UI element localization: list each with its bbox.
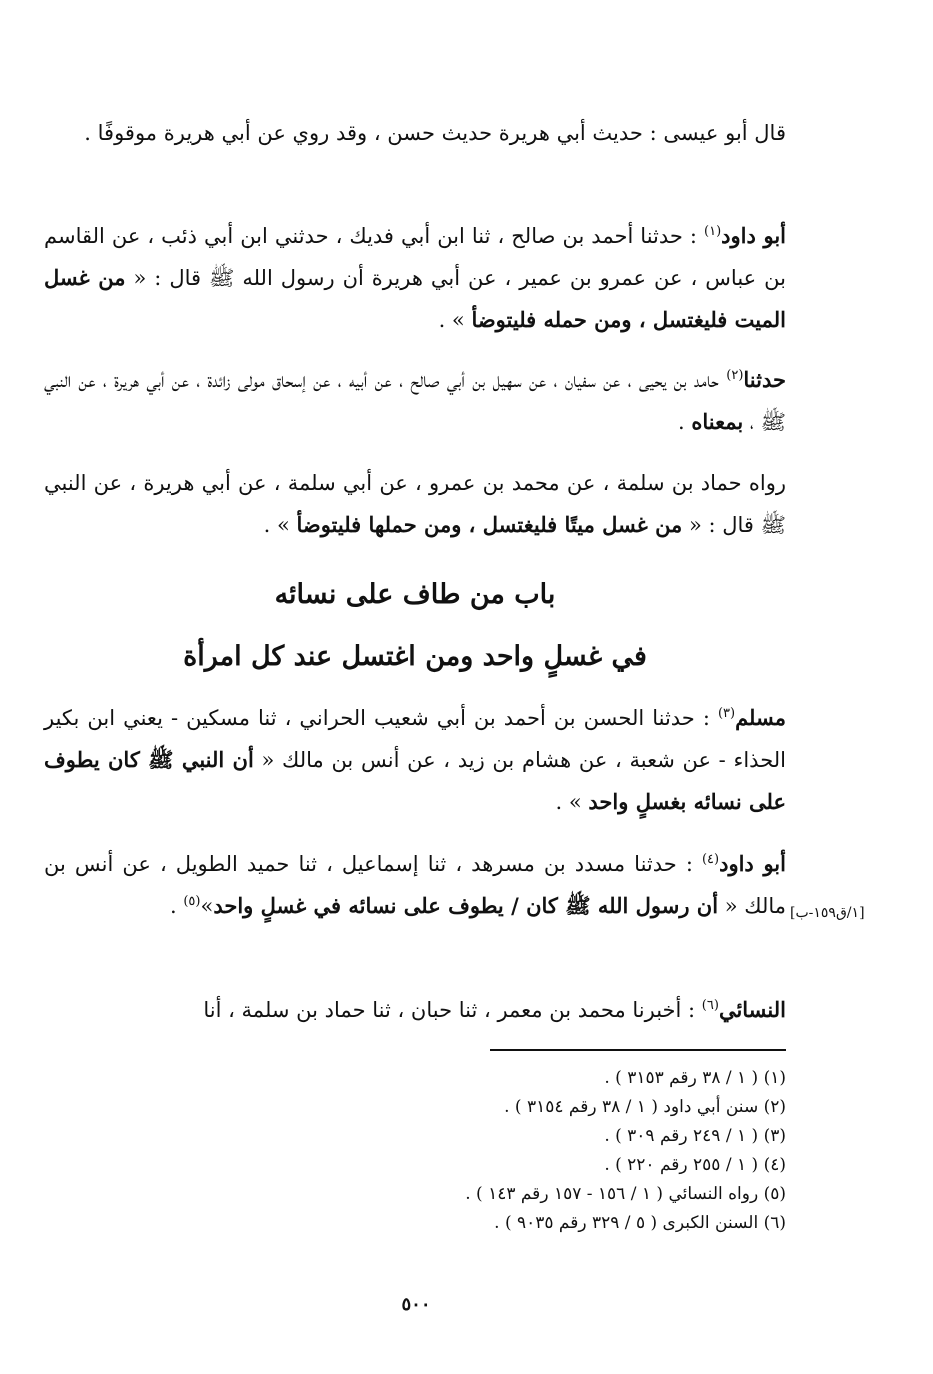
- hadith-text: من غسل ميتًا فليغتسل ، ومن حملها فليتوضأ: [296, 512, 683, 537]
- footnote: (١) ( ١ / ٣٨ رقم ٣١٥٣ ) .: [604, 1068, 786, 1088]
- isnad-text: حامد بن يحيى ، عن سفيان ، عن سهيل بن أبي صالح ، عن أبيه ، عن إسحاق مولى زائدة ، عن أبي هريرة ، عن النبي ﷺ ،: [44, 368, 786, 434]
- chapter-heading: باب من طاف على نسائه: [274, 579, 556, 610]
- paragraph-haddathana: [44, 359, 786, 443]
- closing-text: .: [678, 410, 692, 434]
- isnad-text: : أخبرنا محمد بن معمر ، ثنا حبان ، ثنا حماد بن سلمة ، أنا: [203, 998, 702, 1022]
- footnote-ref: (٣): [717, 706, 736, 721]
- paragraph-abu-dawud-2: [44, 843, 786, 927]
- paragraph-nasai: [44, 989, 786, 1031]
- footnote: (٥) رواه النسائي ( ١ / ١٥٦ - ١٥٧ رقم ١٤٣ ) .: [465, 1184, 786, 1204]
- paragraph-text: قال أبو عيسى : حديث أبي هريرة حديث حسن ، وقد روي عن أبي هريرة موقوفًا .: [84, 121, 786, 145]
- paragraph-hammad: [44, 463, 786, 546]
- paragraph-abu-isa: [44, 113, 786, 154]
- footnote-ref: (٦): [701, 998, 719, 1013]
- footnotes: [300, 1064, 786, 1238]
- footnote: (٢) سنن أبي داود ( ١ / ٣٨ رقم ٣١٥٤ ) .: [504, 1097, 786, 1117]
- hadith-text: أن رسول الله ﷺ كان / يطوف على نسائه في غسلٍ واحد: [213, 893, 719, 918]
- source-name: مسلم: [735, 705, 786, 730]
- closing-text: »: [200, 894, 214, 918]
- footnote: (٣) ( ١ / ٢٤٩ رقم ٣٠٩ ) .: [604, 1126, 786, 1146]
- paragraph-abu-dawud-1: [44, 215, 786, 341]
- footnote-ref: (٤): [701, 852, 720, 867]
- end-text: .: [169, 894, 184, 918]
- hadith-text: من غسل الميت فليغتسل ، ومن حمله فليتوضأ: [44, 265, 786, 332]
- isnad-text: : حدثنا الحسن بن أحمد بن أبي شعيب الحراني ، ثنا مسكين - يعني ابن بكير الحذاء - عن شعبة ، عن هشام بن زيد ، عن أنس بن مالك «: [44, 706, 786, 772]
- isnad-text: رواه حماد بن سلمة ، عن محمد بن عمرو ، عن أبي سلمة ، عن أبي هريرة ، عن النبي ﷺ قال : «: [44, 471, 786, 537]
- closing-text: » .: [438, 308, 472, 332]
- footnote-divider: [490, 1049, 786, 1051]
- paragraph-muslim: [44, 697, 786, 823]
- footnote-ref: (١): [704, 224, 722, 239]
- closing-text: » .: [263, 513, 297, 537]
- manuscript-folio-note: [١/ق١٥٩-ب]: [790, 905, 865, 921]
- hadith-text: أن النبي ﷺ كان يطوف على نسائه بغسلٍ واحد: [44, 747, 786, 814]
- footnote: (٦) السنن الكبرى ( ٥ / ٣٢٩ رقم ٩٠٣٥ ) .: [494, 1213, 786, 1233]
- footnote-ref: (٥): [183, 894, 201, 909]
- closing-text: » .: [555, 790, 589, 814]
- page-number: ٥٠٠: [401, 1294, 431, 1315]
- isnad-text: : حدثنا مسدد بن مسرهد ، ثنا إسماعيل ، ثنا حميد الطويل ، عن أنس بن مالك «: [44, 852, 786, 918]
- source-name: أبو داود: [721, 223, 786, 248]
- chapter-subheading: في غسلٍ واحد ومن اغتسل عند كل امرأة: [183, 641, 647, 672]
- source-name: حدثنا: [743, 367, 786, 392]
- source-name: النسائي: [718, 997, 786, 1022]
- source-name: أبو داود: [719, 851, 786, 876]
- bold-word: بمعناه: [691, 409, 744, 434]
- footnote: (٤) ( ١ / ٢٥٥ رقم ٢٢٠ ) .: [604, 1155, 786, 1175]
- isnad-text: : حدثنا أحمد بن صالح ، ثنا ابن أبي فديك ، حدثني ابن أبي ذئب ، عن القاسم بن عباس ، عن عمرو بن عمير ، عن أبي هريرة أن رسول الله ﷺ قال : «: [44, 224, 786, 290]
- footnote-ref: (٢): [726, 368, 744, 383]
